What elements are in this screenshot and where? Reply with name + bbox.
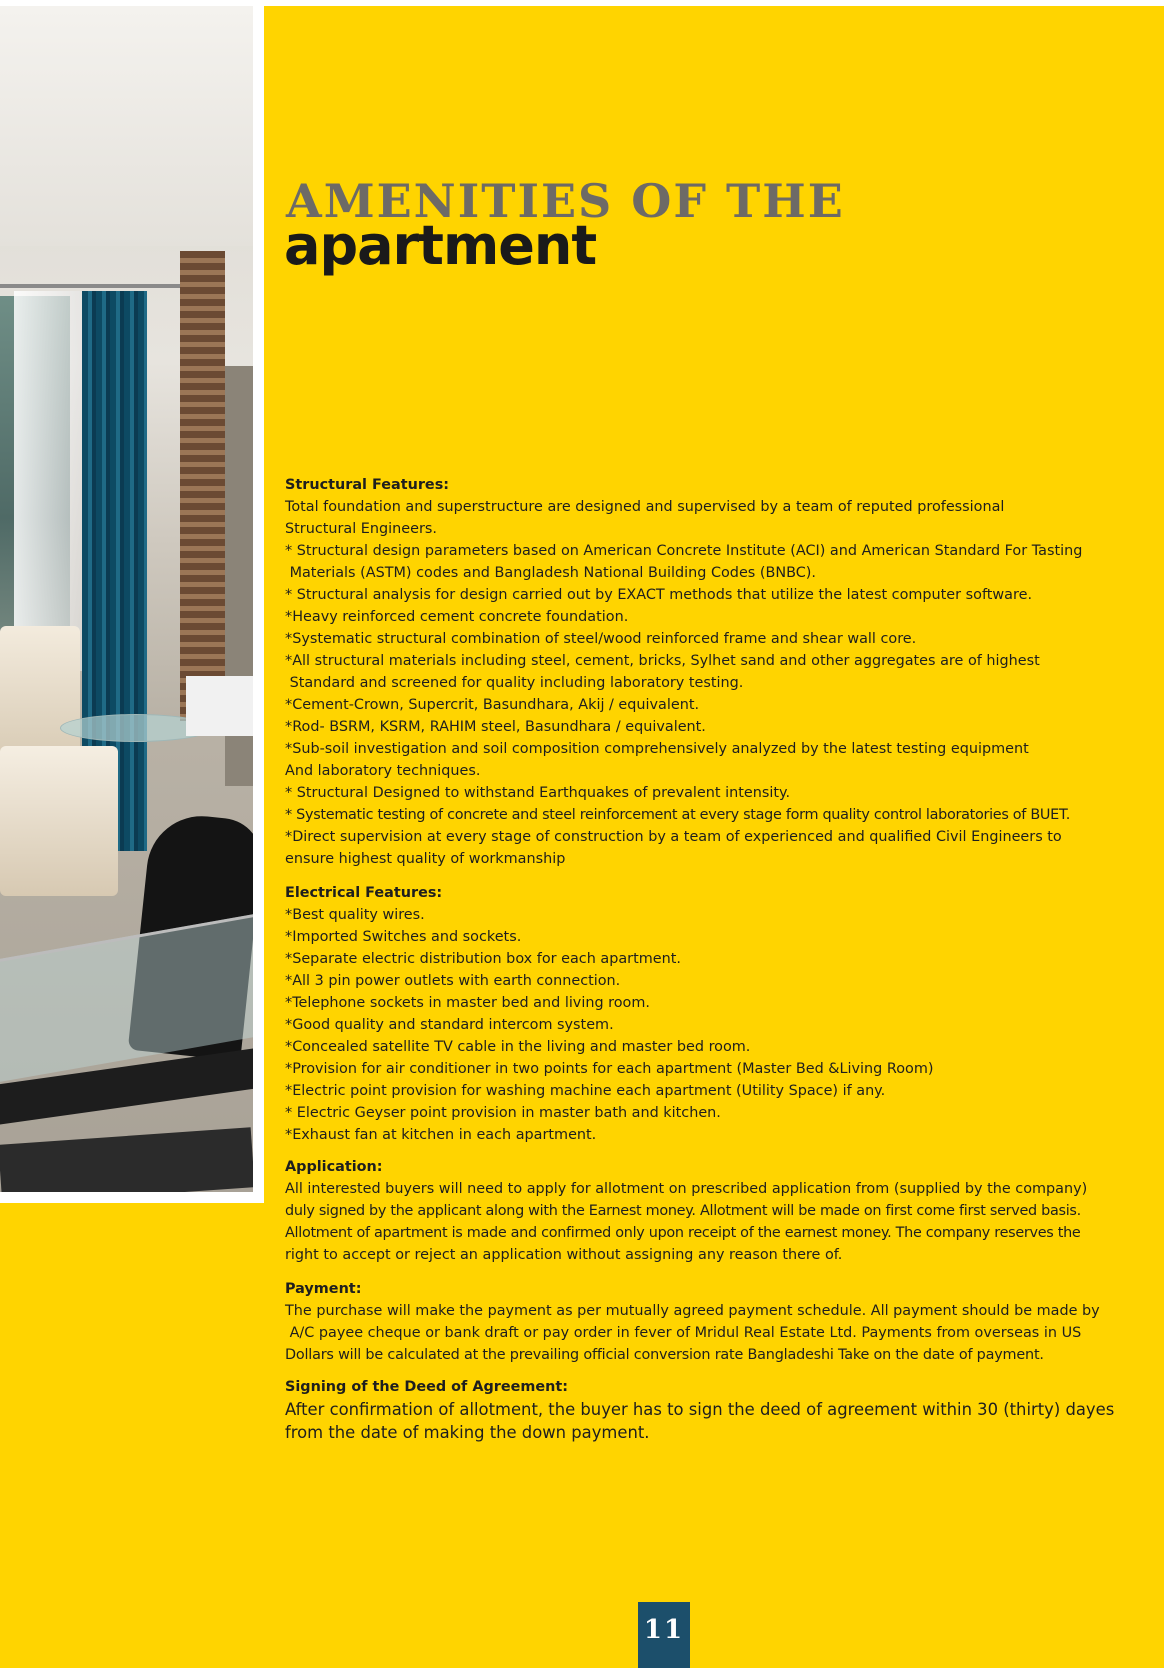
- text-line: *Provision for air conditioner in two points for each apartment (Master Bed &Living Room): [285, 1061, 934, 1077]
- text-line: * Structural analysis for design carried out by EXACT methods that utilize the latest computer software.: [285, 587, 1033, 603]
- structural-features-section: [285, 474, 1145, 870]
- text-line: Allotment of apartment is made and confirmed only upon receipt of the earnest money. The company reserves the: [285, 1225, 1081, 1241]
- text-line: from the date of making the down payment.: [285, 1423, 650, 1442]
- text-line: Materials (ASTM) codes and Bangladesh National Building Codes (BNBC).: [285, 565, 816, 581]
- text-line: ensure highest quality of workmanship: [285, 851, 566, 867]
- text-line: Structural Engineers.: [285, 521, 437, 537]
- section-heading: Structural Features:: [285, 477, 450, 493]
- page-number-badge: 11: [638, 1602, 690, 1668]
- text-line: right to accept or reject an application without assigning any reason there of.: [285, 1247, 843, 1263]
- text-line: *Telephone sockets in master bed and living room.: [285, 995, 650, 1011]
- text-line: And laboratory techniques.: [285, 763, 481, 779]
- text-line: After confirmation of allotment, the buyer has to sign the deed of agreement within 30 (thirty) dayes: [285, 1400, 1115, 1419]
- electrical-features-section: [285, 882, 1145, 1146]
- text-line: * Systematic testing of concrete and steel reinforcement at every stage form quality control laboratories of BUET.: [285, 807, 1070, 823]
- text-line: * Structural design parameters based on American Concrete Institute (ACI) and American Standard For Tasting: [285, 543, 1083, 559]
- text-line: *Good quality and standard intercom system.: [285, 1017, 614, 1033]
- photo-wood-slats: [180, 251, 225, 721]
- application-section: [285, 1156, 1145, 1266]
- frame-photo-bottom: [0, 1192, 264, 1203]
- text-line: *Best quality wires.: [285, 907, 425, 923]
- text-line: *All structural materials including steel, cement, bricks, Sylhet sand and other aggregates are of highest: [285, 653, 1040, 669]
- deed-agreement-section: [285, 1376, 1145, 1444]
- text-line: duly signed by the applicant along with the Earnest money. Allotment will be made on first come first served basis.: [285, 1203, 1081, 1219]
- text-line: * Structural Designed to withstand Earthquakes of prevalent intensity.: [285, 785, 791, 801]
- text-line: A/C payee cheque or bank draft or pay order in fever of Mridul Real Estate Ltd. Payments from overseas in US: [285, 1325, 1082, 1341]
- text-line: *Rod- BSRM, KSRM, RAHIM steel, Basundhara / equivalent.: [285, 719, 706, 735]
- text-line: *Concealed satellite TV cable in the living and master bed room.: [285, 1039, 751, 1055]
- section-heading: Payment:: [285, 1281, 362, 1297]
- frame-right: [1164, 0, 1170, 1668]
- photo-curtain-rod: [0, 284, 180, 288]
- text-line: All interested buyers will need to apply for allotment on prescribed application from (supplied by the company): [285, 1181, 1088, 1197]
- text-line: *Imported Switches and sockets.: [285, 929, 522, 945]
- frame-divider: [253, 0, 264, 1203]
- text-line: The purchase will make the payment as per mutually agreed payment schedule. All payment should be made by: [285, 1303, 1100, 1319]
- section-heading: Electrical Features:: [285, 885, 443, 901]
- photo-sheer-curtain: [14, 291, 84, 671]
- text-line: Total foundation and superstructure are designed and supervised by a team of reputed professional: [285, 499, 1005, 515]
- photo-sofa: [0, 746, 118, 896]
- photo-table-base: [0, 1127, 253, 1192]
- interior-photo: [0, 6, 253, 1192]
- text-line: *Systematic structural combination of steel/wood reinforced frame and shear wall core.: [285, 631, 917, 647]
- text-line: *All 3 pin power outlets with earth connection.: [285, 973, 621, 989]
- text-line: *Sub-soil investigation and soil composition comprehensively analyzed by the latest testing equipment: [285, 741, 1029, 757]
- photo-armchair: [0, 626, 80, 756]
- text-line: * Electric Geyser point provision in master bath and kitchen.: [285, 1105, 721, 1121]
- photo-ceiling: [0, 6, 253, 246]
- text-line: *Electric point provision for washing machine each apartment (Utility Space) if any.: [285, 1083, 886, 1099]
- photo-shelf: [186, 676, 253, 736]
- page-title-line2: apartment: [284, 214, 597, 277]
- section-heading: Application:: [285, 1159, 383, 1175]
- text-line: Standard and screened for quality including laboratory testing.: [285, 675, 744, 691]
- text-line: Dollars will be calculated at the prevailing official conversion rate Bangladeshi Take on the date of payment.: [285, 1347, 1044, 1363]
- text-line: *Exhaust fan at kitchen in each apartment.: [285, 1127, 597, 1143]
- text-line: *Cement-Crown, Supercrit, Basundhara, Akij / equivalent.: [285, 697, 700, 713]
- text-line: *Direct supervision at every stage of construction by a team of experienced and qualified Civil Engineers to: [285, 829, 1062, 845]
- text-line: *Heavy reinforced cement concrete foundation.: [285, 609, 629, 625]
- amenities-content: [285, 474, 1145, 1444]
- section-heading: Signing of the Deed of Agreement:: [285, 1379, 569, 1395]
- page-title-line1: AMENITIES OF THE: [286, 174, 845, 228]
- payment-section: [285, 1278, 1145, 1366]
- text-line: *Separate electric distribution box for each apartment.: [285, 951, 681, 967]
